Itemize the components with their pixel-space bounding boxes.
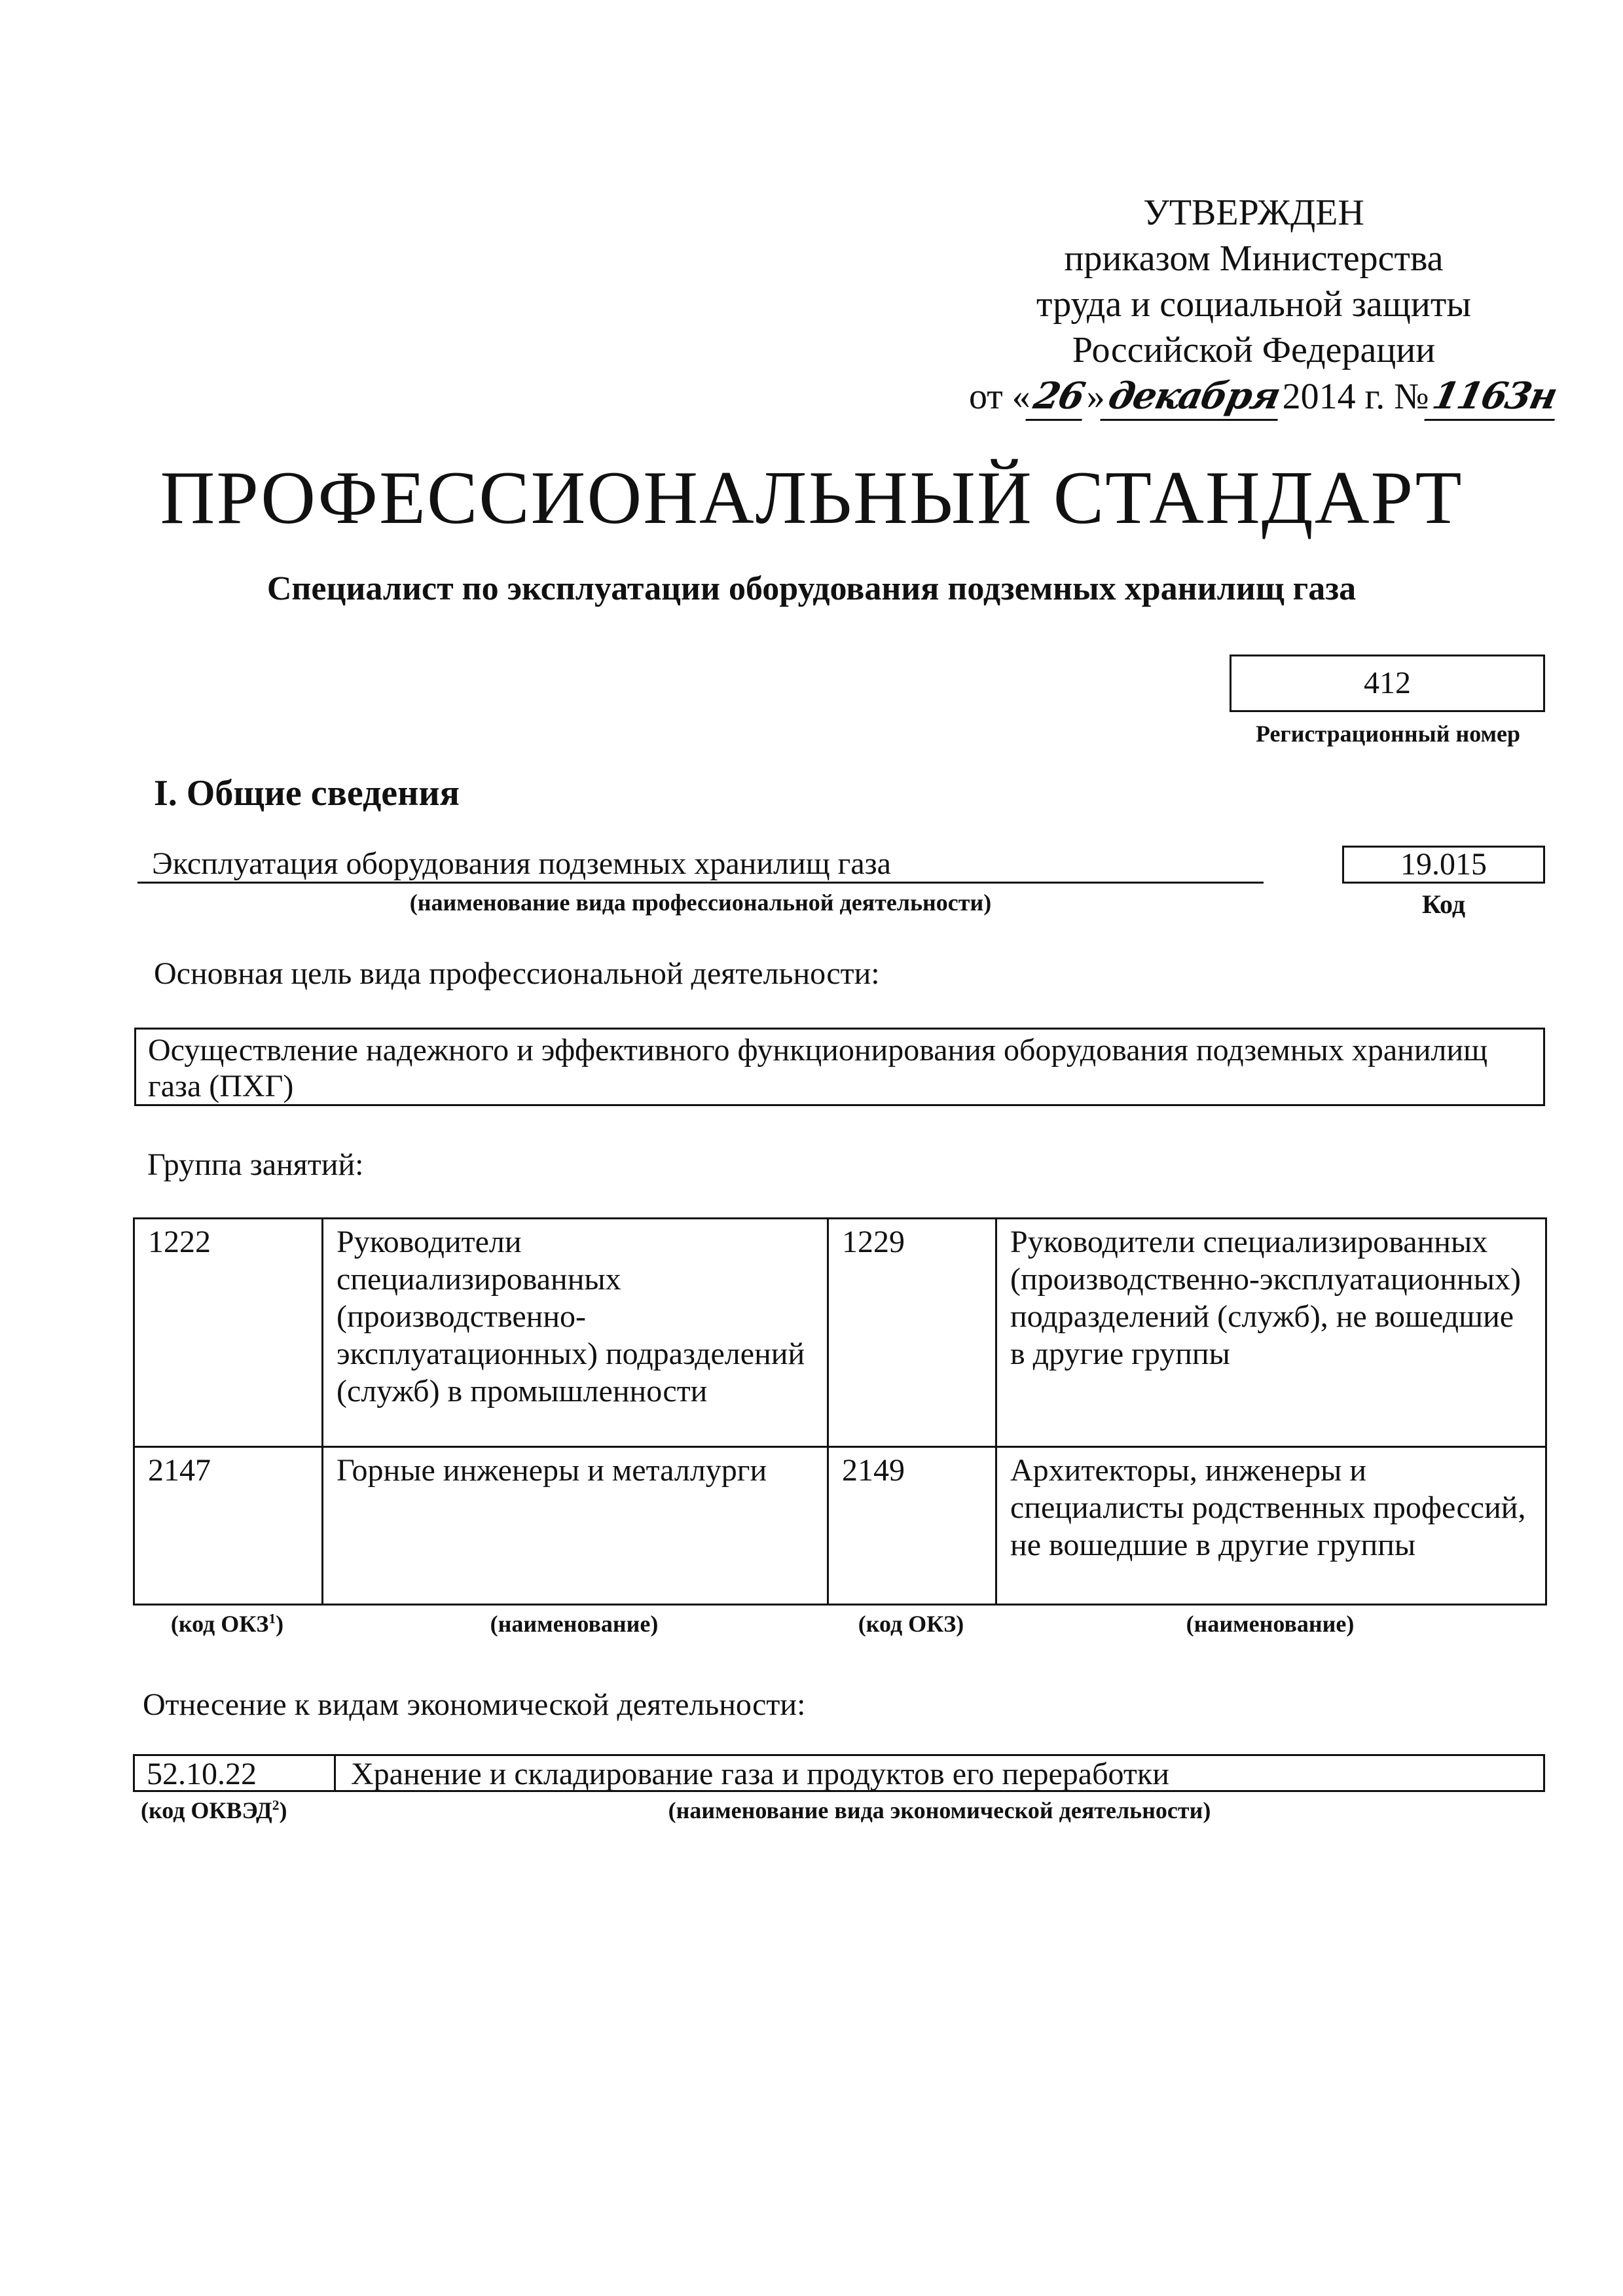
approval-line: Российской Федерации <box>1072 330 1436 370</box>
activity-name-label: (наименование вида профессиональной деятельности) <box>409 889 992 916</box>
okved-code-label-text: (код ОКВЭД <box>141 1797 272 1823</box>
table-row <box>134 1219 1546 1447</box>
approval-block <box>969 190 1560 421</box>
okved-code-label-close: ) <box>279 1797 287 1823</box>
approval-line: приказом Министерства <box>1064 238 1444 279</box>
occupation-table <box>133 1217 1547 1605</box>
document-title: ПРОФЕССИОНАЛЬНЫЙ СТАНДАРТ <box>160 456 1463 540</box>
okz-code-label-close: ) <box>276 1611 284 1637</box>
date-year: 2014 г. № <box>1282 376 1429 417</box>
activity-name: Эксплуатация оборудования подземных хранилищ газа <box>137 844 1264 884</box>
economic-activity-label: Отнесение к видам экономической деятельности: <box>143 1687 806 1722</box>
activity-code-label: Код <box>1421 889 1466 919</box>
okved-name-cell: Хранение и складирование газа и продуктов его переработки <box>334 1754 1545 1792</box>
okz-code-column-label <box>133 1610 321 1638</box>
okved-name-label: (наименование вида экономической деятельности) <box>668 1797 1211 1823</box>
section-heading: I. Общие сведения <box>154 773 460 814</box>
date-prefix: от « <box>969 376 1030 417</box>
approval-line: УТВЕРЖДЕН <box>1143 192 1364 233</box>
occupation-name-cell: Руководители специализированных (производственно-эксплуатационных) подразделений (служб), не вошедшие в другие группы <box>996 1219 1546 1447</box>
okz-code-cell: 1229 <box>828 1219 996 1447</box>
handwritten-day: 26 <box>1025 373 1091 421</box>
goal-label: Основная цель вида профессиональной деятельности: <box>154 956 880 991</box>
occupation-name-column-label: (наименование) <box>490 1611 659 1637</box>
okz-code-cell: 2147 <box>134 1447 323 1605</box>
document-subtitle: Специалист по эксплуатации оборудования подземных хранилищ газа <box>266 570 1357 607</box>
okz-code-column-label: (код ОКЗ) <box>858 1611 964 1637</box>
okved-code-cell: 52.10.22 <box>133 1754 336 1792</box>
okz-code-cell: 1222 <box>134 1219 323 1447</box>
table-row <box>134 1447 1546 1605</box>
approval-line: труда и социальной защиты <box>1036 284 1471 325</box>
footnote-marker: 1 <box>268 1611 276 1626</box>
handwritten-month: декабря <box>1100 373 1287 421</box>
approval-date-line <box>969 373 1560 421</box>
activity-code-box: 19.015 <box>1342 846 1545 884</box>
handwritten-order-number: 1163н <box>1424 373 1564 421</box>
okz-code-label-text: (код ОКЗ <box>170 1611 269 1637</box>
registration-number-box: 412 <box>1230 655 1545 712</box>
goal-text-box: Осуществление надежного и эффективного функционирования оборудования подземных хранилищ газа (ПХГ) <box>134 1028 1545 1106</box>
occupation-name-cell: Архитекторы, инженеры и специалисты родственных профессий, не вошедшие в другие группы <box>996 1447 1546 1605</box>
okved-code-label <box>141 1797 287 1824</box>
registration-number-label: Регистрационный номер <box>1255 721 1521 747</box>
footnote-marker: 2 <box>272 1797 280 1813</box>
occupation-name-column-label: (наименование) <box>1186 1611 1355 1637</box>
occupation-group-label: Группа занятий: <box>147 1147 364 1182</box>
occupation-name-cell: Руководители специализированных (производственно-эксплуатационных) подразделений (служб) в промышленности <box>323 1219 828 1447</box>
occupation-name-cell: Горные инженеры и металлурги <box>323 1447 828 1605</box>
date-day-close: » <box>1086 376 1105 417</box>
okz-code-cell: 2149 <box>828 1447 996 1605</box>
